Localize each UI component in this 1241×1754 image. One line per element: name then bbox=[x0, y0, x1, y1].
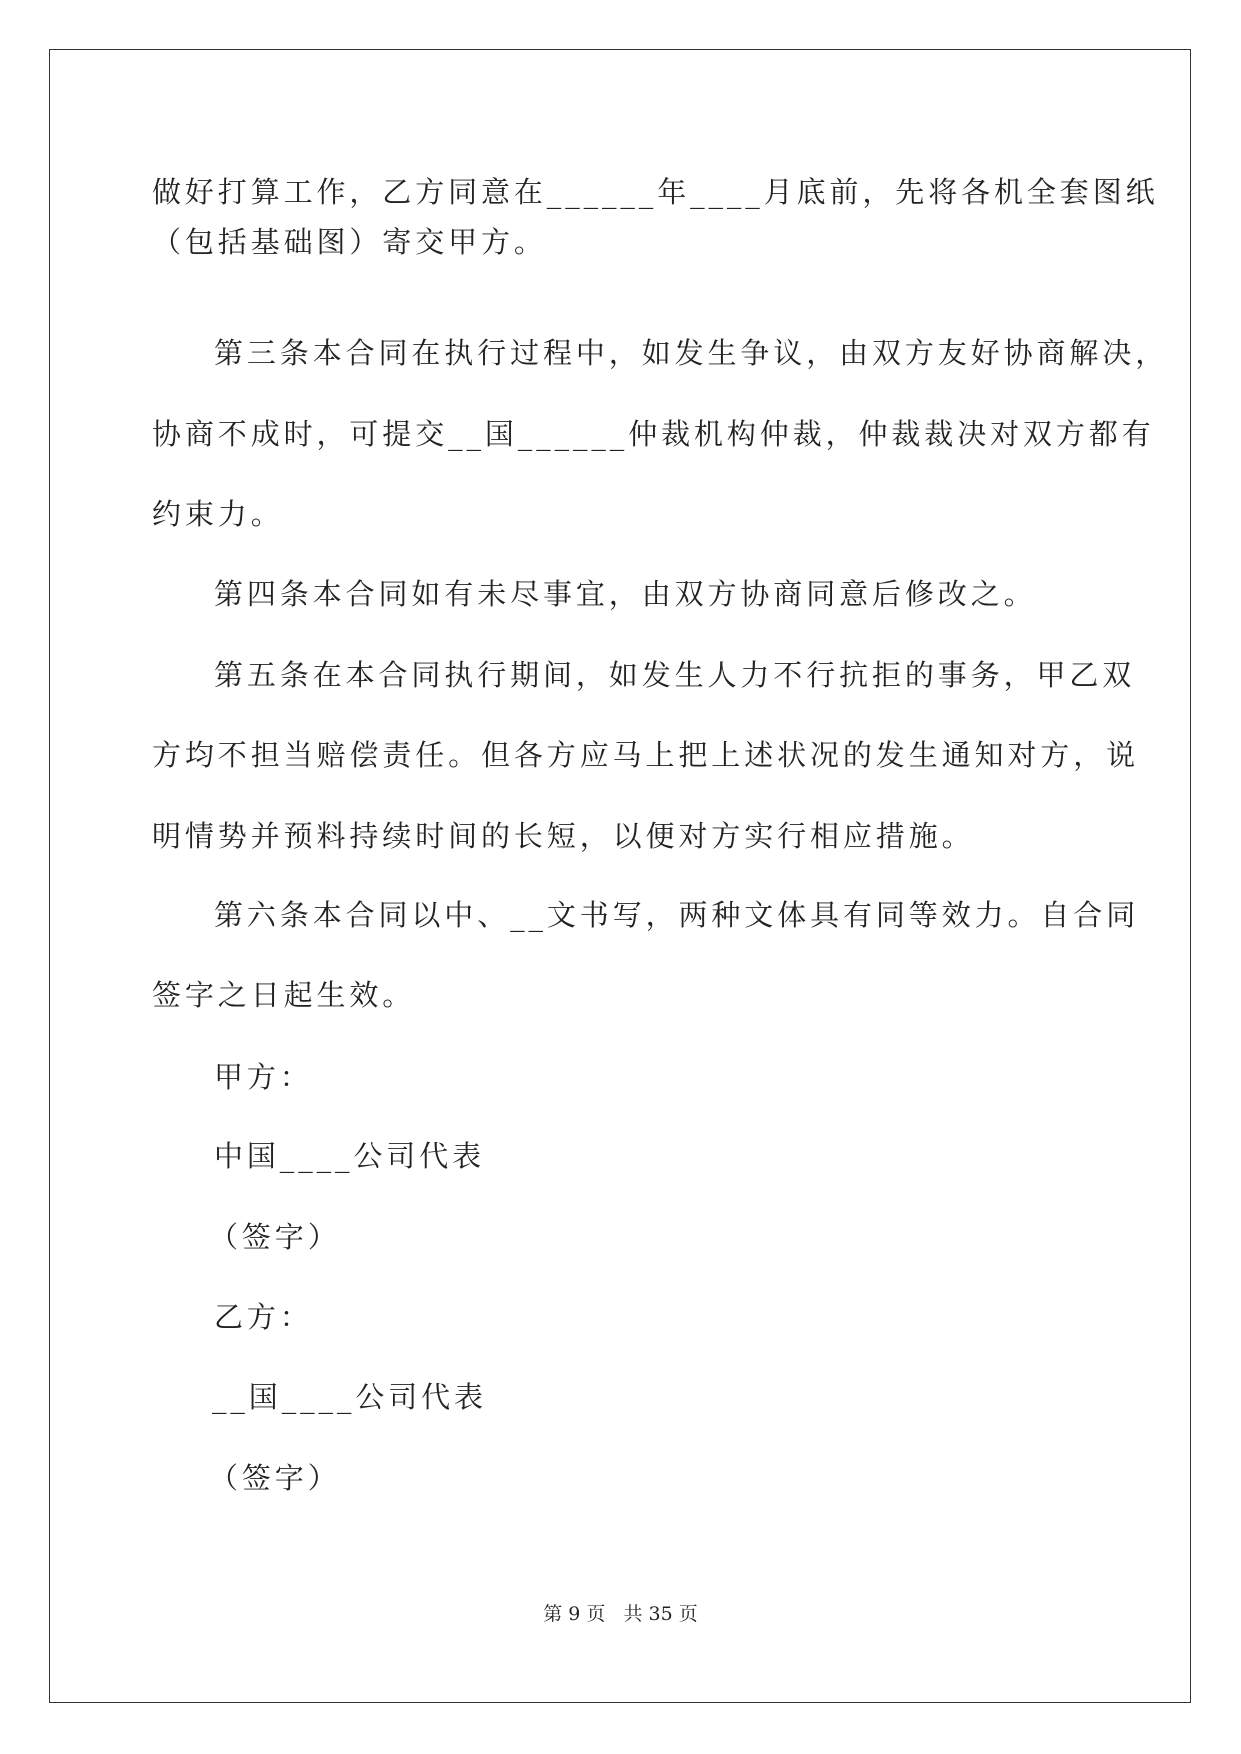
clause-3-line: 约束力。 bbox=[152, 497, 284, 531]
party-b-label: 乙方： bbox=[214, 1300, 313, 1334]
party-a-representative: 中国____公司代表 bbox=[214, 1139, 486, 1173]
clause-5-line: 明情势并预料持续时间的长短，以便对方实行相应措施。 bbox=[152, 819, 975, 853]
party-a-signature: （签字） bbox=[209, 1220, 341, 1254]
paragraph-line: （包括基础图）寄交甲方。 bbox=[152, 225, 547, 259]
party-b-signature: （签字） bbox=[209, 1461, 341, 1495]
party-a-label: 甲方： bbox=[214, 1060, 313, 1094]
clause-5-line: 第五条在本合同执行期间，如发生人力不行抗拒的事务，甲乙双 bbox=[214, 658, 1136, 692]
page-border bbox=[49, 49, 1191, 1703]
clause-4-line: 第四条本合同如有未尽事宜，由双方协商同意后修改之。 bbox=[214, 577, 1037, 611]
clause-6-line: 第六条本合同以中、__文书写，两种文体具有同等效力。自合同 bbox=[214, 898, 1140, 932]
clause-5-line: 方均不担当赔偿责任。但各方应马上把上述状况的发生通知对方，说 bbox=[152, 738, 1140, 772]
paragraph-line: 做好打算工作，乙方同意在______年____月底前，先将各机全套图纸 bbox=[152, 175, 1159, 209]
party-b-representative: __国____公司代表 bbox=[212, 1380, 487, 1414]
clause-3-line: 第三条本合同在执行过程中，如发生争议，由双方友好协商解决， bbox=[214, 336, 1169, 370]
clause-3-line: 协商不成时，可提交__国______仲裁机构仲裁，仲裁裁决对双方都有 bbox=[152, 417, 1155, 451]
page-number-footer: 第 9 页 共 35 页 bbox=[543, 1603, 698, 1625]
clause-6-line: 签字之日起生效。 bbox=[152, 978, 416, 1012]
